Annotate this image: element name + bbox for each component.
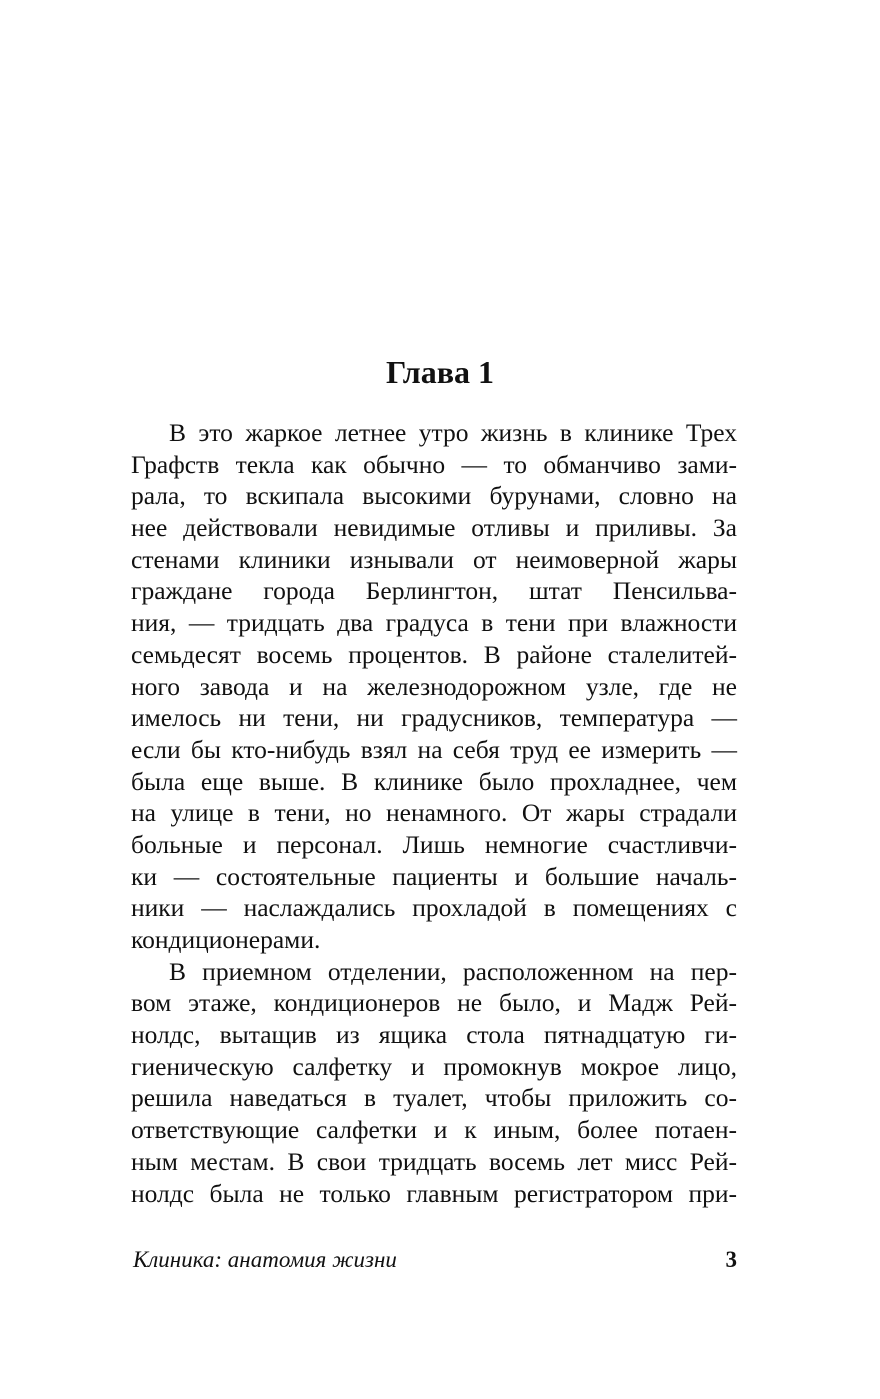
text-line: ки — состоятельные пациенты и большие началь- [131, 861, 737, 891]
text-line: граждане города Берлингтон, штат Пенсильва- [131, 576, 737, 606]
text-line: вом этаже, кондиционеров не было, и Мадж Рей- [131, 988, 737, 1018]
text-line: больные и персонал. Лишь немногие счастливчи- [131, 829, 737, 859]
text-line: В это жаркое летнее утро жизнь в клинике Трех [169, 418, 737, 447]
text-line: решила наведаться в туалет, чтобы приложить со- [131, 1083, 737, 1113]
body-text [131, 417, 737, 1209]
text-line: нее действовали невидимые отливы и приливы. За [131, 513, 737, 543]
text-line: нолдс, вытащив из ящика стола пятнадцатую ги- [131, 1020, 737, 1050]
running-footer-title: Клиника: анатомия жизни [133, 1247, 397, 1272]
paragraph-1 [131, 417, 737, 956]
chapter-title: Глава 1 [386, 354, 494, 390]
text-line: Графств текла как обычно — то обманчиво зами- [131, 449, 737, 479]
text-line: нолдс была не только главным регистратором при- [131, 1178, 737, 1208]
text-line: если бы кто-нибудь взял на себя труд ее измерить — [131, 734, 737, 764]
text-line: ответствующие салфетки и к иным, более потаен- [131, 1115, 737, 1145]
text-line: стенами клиники изнывали от неимоверной жары [131, 544, 737, 574]
text-line: кондиционерами. [131, 925, 321, 954]
text-line: ным местам. В свои тридцать восемь лет мисс Рей- [131, 1146, 737, 1176]
text-line: на улице в тени, но ненамного. От жары страдали [131, 798, 737, 828]
text-line: была еще выше. В клинике было прохладнее, чем [131, 766, 737, 796]
text-line: рала, то вскипала высокими бурунами, словно на [131, 481, 737, 511]
text-line: В приемном отделении, расположенном на пер- [169, 956, 737, 986]
text-line: гиеническую салфетку и промокнув мокрое лицо, [131, 1051, 737, 1081]
text-line: ного завода и на железнодорожном узле, где не [131, 671, 737, 701]
text-line: ния, — тридцать два градуса в тени при влажности [131, 608, 737, 638]
paragraph-2 [131, 956, 737, 1210]
text-line: имелось ни тени, ни градусников, температура — [131, 703, 737, 733]
text-line: ники — наслаждались прохладой в помещениях с [131, 893, 737, 923]
page-number: 3 [725, 1247, 737, 1272]
text-line: семьдесят восемь процентов. В районе сталелитей- [131, 639, 737, 669]
